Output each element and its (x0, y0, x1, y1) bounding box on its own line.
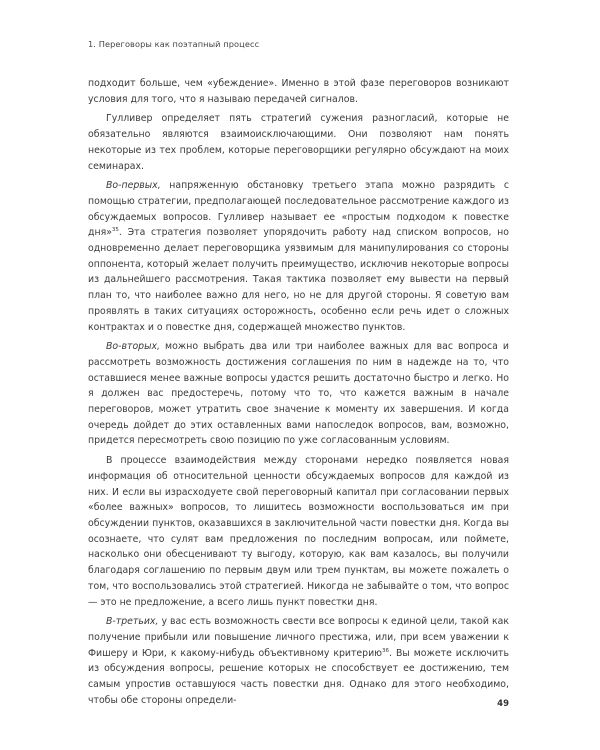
paragraph: Гулливер определяет пять стратегий сужения разногласий, которые не обязательно являются взаимоисключающими. Они позволяют нам понять некоторые из тех проблем, которые переговорщики регулярно обсуждают на моих семинарах. (88, 113, 509, 172)
body-text (88, 76, 509, 712)
footnote-ref[interactable]: 36 (382, 647, 390, 654)
paragraph (88, 178, 509, 335)
paragraph: подходит больше, чем «убеждение». Именно в этой фазе переговоров возникают условия для того, что я называю передачей сигналов. (88, 78, 509, 105)
footnote-ref[interactable]: 35 (111, 227, 119, 234)
paragraph-lead: Во-вторых, (106, 341, 160, 353)
paragraph-text: напряженную обстановку третьего этапа можно разрядить с помощью стратегии, предполагающей последовательное рассмотрение каждого из обсуждаемых вопросов. Гулливер называет ее «простым подходом к повестке дня» (88, 180, 509, 239)
paragraph (88, 339, 509, 449)
paragraph-text: у вас есть возможность свести все вопросы к единой цели, такой как получение прибыли или повышение личного престижа, или, при всем уважении к Фишеру и Юри, к какому-нибудь объективному критерию (88, 616, 509, 659)
paragraph-text: . Вы можете исключить из обсуждения вопросы, решение которых не способствует ее достижению, тем самым упростив оставшуюся часть повестки дня. Однако для этого необходимо, чтобы обе стороны определи- (88, 647, 509, 706)
paragraph-text: можно выбрать два или три наиболее важных для вас вопроса и рассмотреть возможность достижения соглашения по ним в надежде на то, что оставшиеся менее важные вопросы удастся решить достаточно быстро и легко. Но я должен вас предостеречь, потому что то, что кажется важным в начале переговоров, может утратить свое значение к моменту их завершения. И когда очередь дойдет до этих оставленных вами напоследок вопросов, вам, возможно, придется пересмотреть свою позицию по уже согласованным условиям. (88, 341, 509, 447)
page-number: 49 (497, 699, 509, 709)
paragraph-text: . Эта стратегия позволяет упорядочить работу над списком вопросов, но одновременно делает переговорщика уязвимым для манипулирования со стороны оппонента, который желает получить преимущество, исключив некоторые вопросы из дальнейшего рассмотрения. Такая тактика позволяет ему вывести на первый план то, что наиболее важно для него, но не для другой стороны. Я советую вам проявлять в таких ситуациях осторожность, особенно если речь идет о сложных контрактах и о повестке дня, содержащей множество пунктов. (88, 227, 509, 333)
paragraph (88, 614, 509, 708)
paragraph-lead: В-третьих, (106, 616, 159, 628)
running-header: 1. Переговоры как поэтапный процесс (88, 39, 260, 49)
paragraph-lead: Во-первых, (106, 180, 161, 192)
paragraph: В процессе взаимодействия между сторонами нередко появляется новая информация об относительной ценности обсуждаемых вопросов для каждой из них. И если вы израсходуете свой переговорный капитал при согласовании первых «более важных» вопросов, то лишитесь возможности воспользоваться им при обсуждении пунктов, оказавшихся в заключительной части повестки дня. Когда вы осознаете, что сулят вам предложения по последним вопросам, или поймете, насколько они обесценивают ту выгоду, которую, как вам казалось, вы получили благодаря соглашению по первым двум или трем пунктам, вы можете пожалеть о том, что воспользовались этой стратегией. Никогда не забывайте о том, что вопрос — это не предложение, а всего лишь пункт повестки дня. (88, 455, 509, 608)
